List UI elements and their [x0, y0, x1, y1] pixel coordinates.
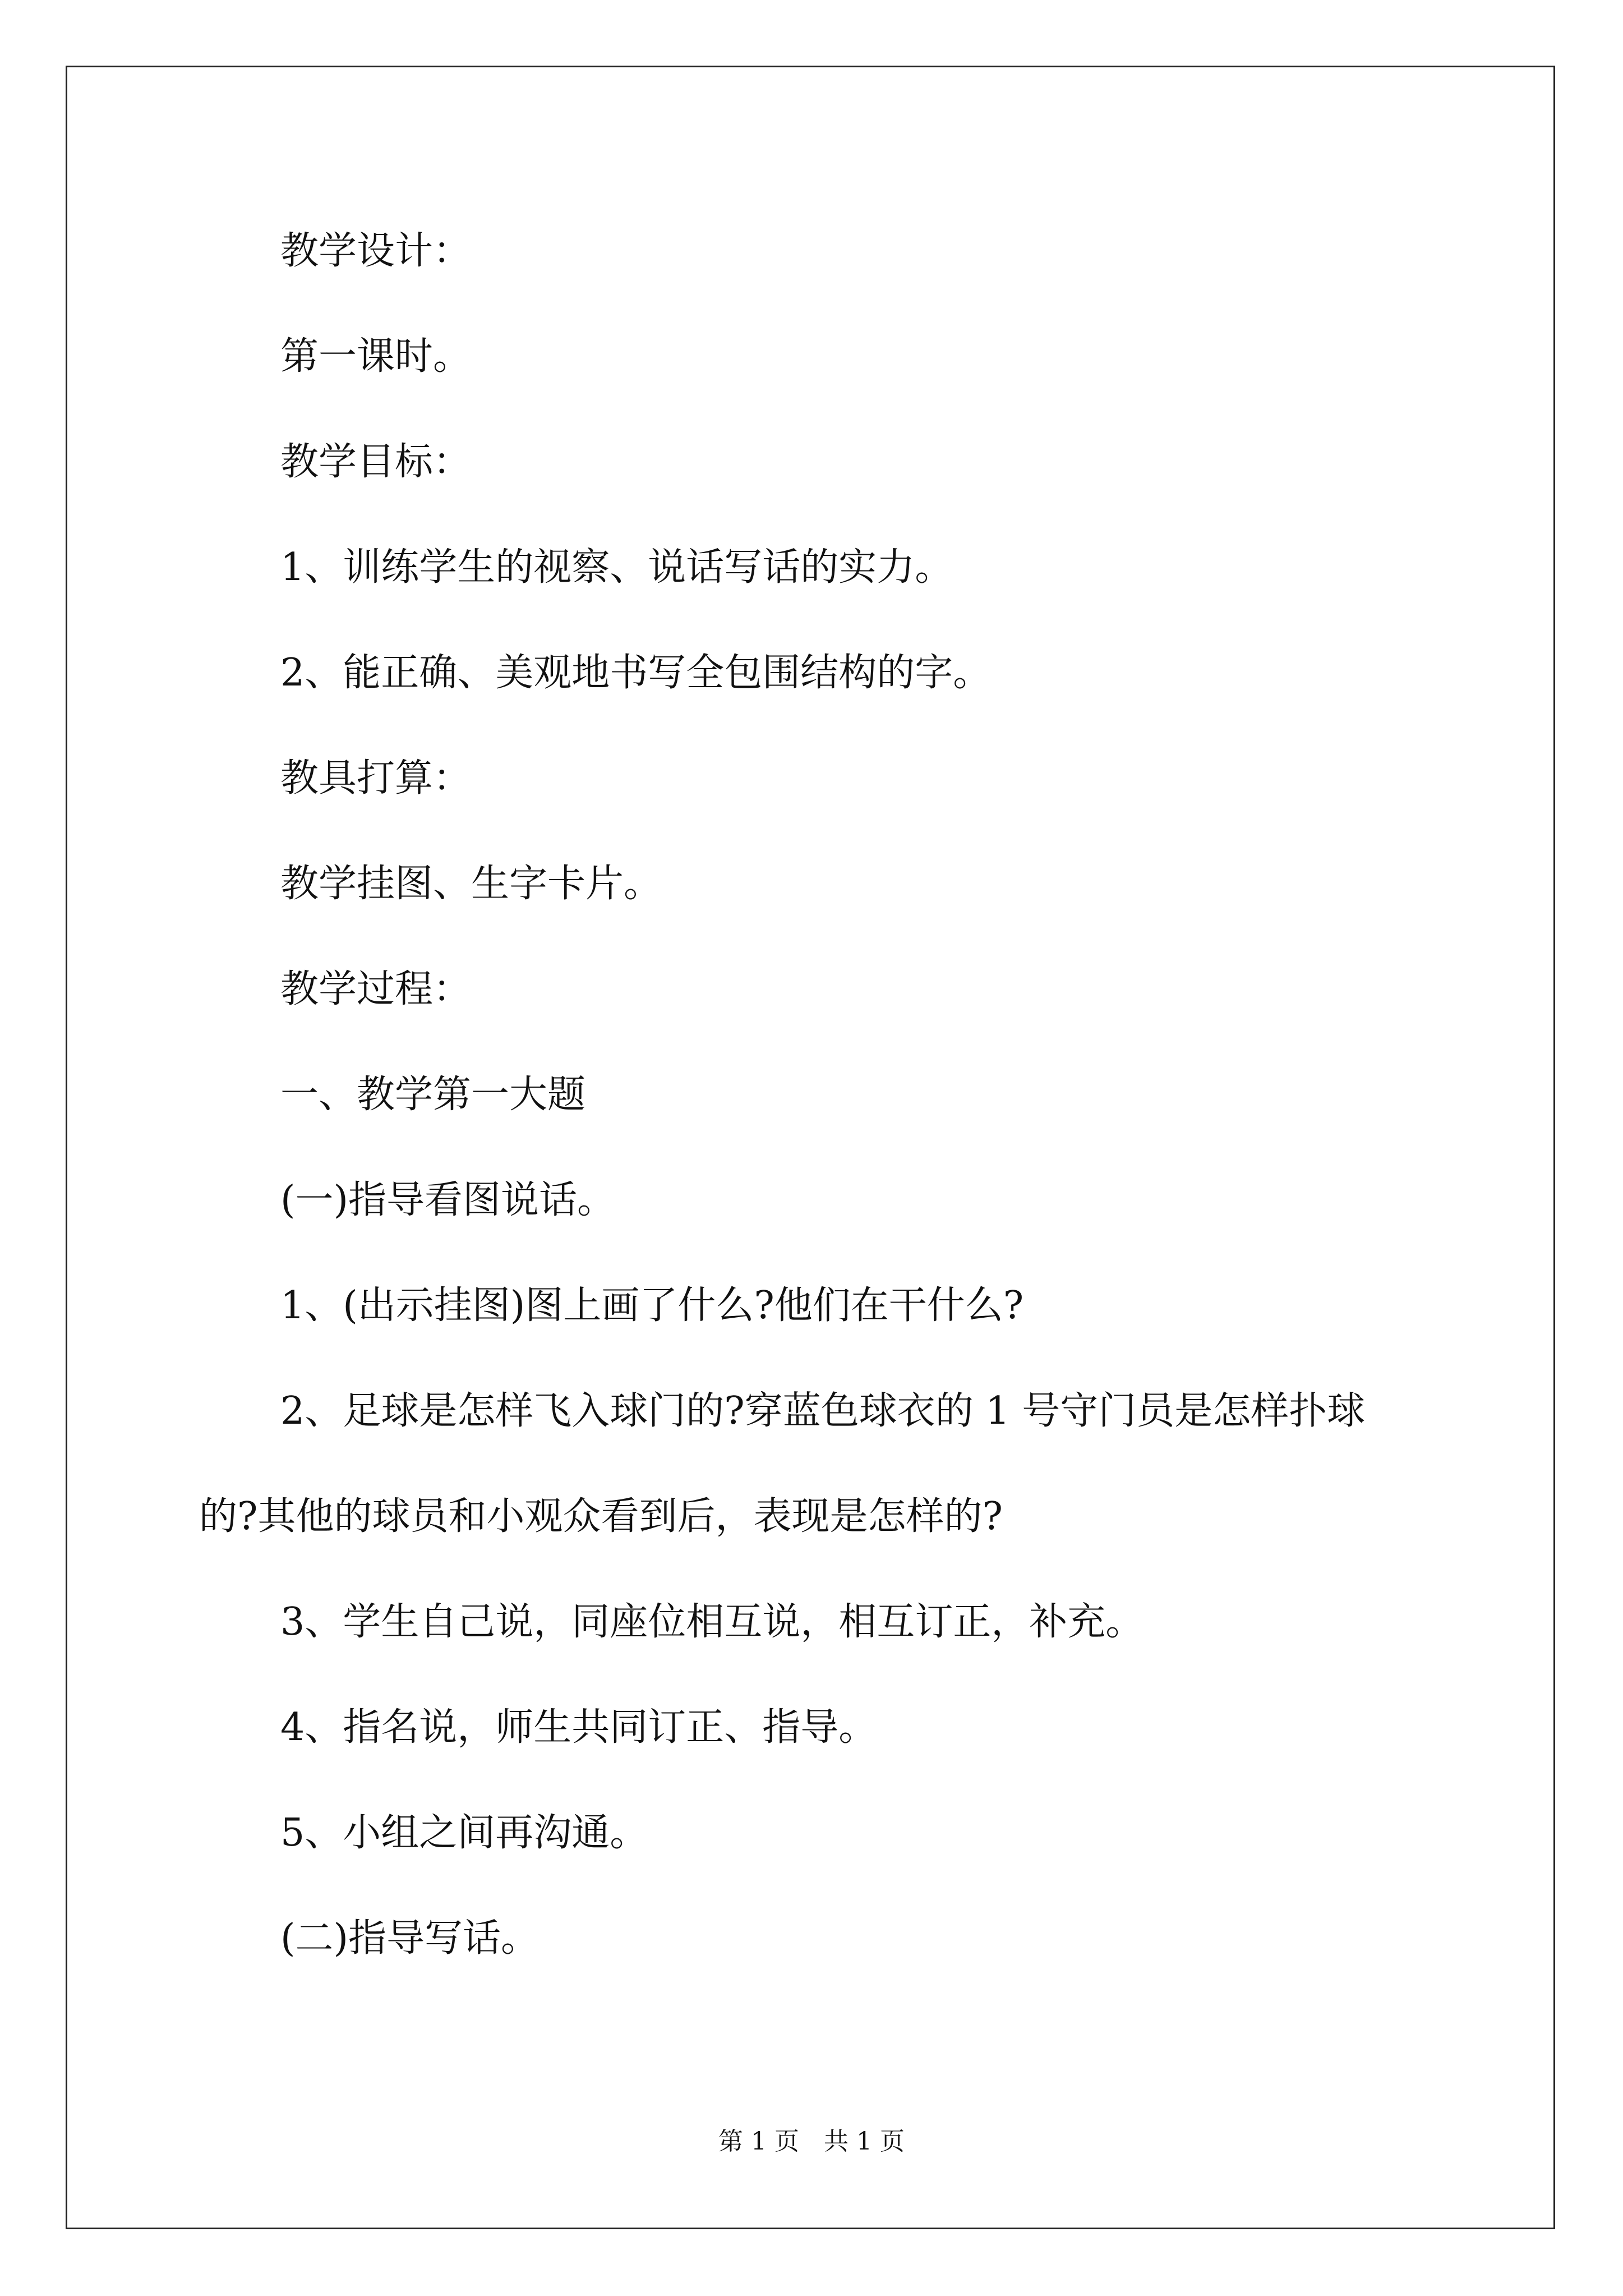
- paragraph-subsection-1: (一)指导看图说话。: [280, 1178, 616, 1222]
- paragraph-step-5: 5、小组之间再沟通。: [280, 1811, 648, 1855]
- paragraph-step-3: 3、学生自己说，同座位相互说，相互订正，补充。: [280, 1600, 1144, 1644]
- paragraph-step-2: 2、足球是怎样飞入球门的?穿蓝色球衣的 1 号守门员是怎样扑球: [280, 1389, 1366, 1433]
- paragraph-step-4: 4、指名说，师生共同订正、指导。: [280, 1705, 877, 1750]
- heading-teaching-aids: 教具打算：: [280, 756, 472, 800]
- paragraph-goal-2: 2、能正确、美观地书写全包围结构的字。: [280, 651, 992, 695]
- heading-teaching-design: 教学设计：: [280, 229, 472, 273]
- paragraph-step-1: 1、(出示挂图)图上画了什么?他们在干什么?: [280, 1283, 1024, 1328]
- paragraph-subsection-2: (二)指导写话。: [280, 1916, 540, 1961]
- heading-teaching-goals: 教学目标：: [280, 440, 472, 484]
- paragraph-first-lesson: 第一课时。: [280, 334, 472, 379]
- paragraph-goal-1: 1、训练学生的视察、说话写话的实力。: [280, 545, 953, 590]
- heading-teaching-process: 教学过程：: [280, 967, 472, 1011]
- paragraph-section-1: 一、教学第一大题: [280, 1073, 586, 1117]
- page-number-footer: 第 1 页 共 1 页: [718, 2127, 905, 2156]
- paragraph-step-2-continued: 的?其他的球员和小观众看到后，表现是怎样的?: [199, 1494, 1003, 1539]
- page-border: [66, 66, 1555, 2229]
- paragraph-aids: 教学挂图、生字卡片。: [280, 862, 662, 906]
